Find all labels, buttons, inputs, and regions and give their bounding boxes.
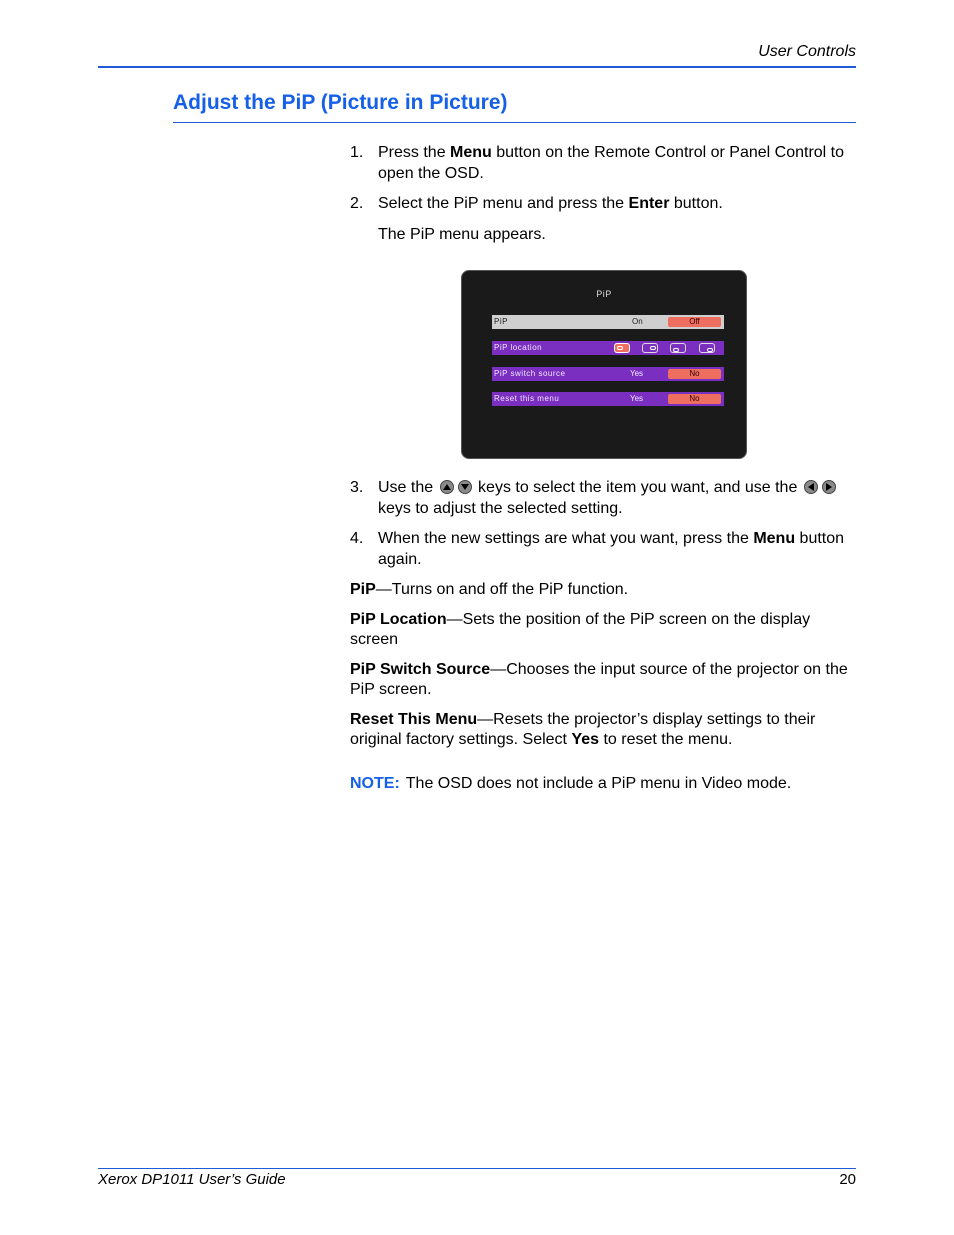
step-4: 4. When the new settings are what you want, press the Menu button again. bbox=[350, 530, 845, 568]
location-top-right-icon bbox=[642, 343, 658, 353]
location-bottom-right-icon bbox=[699, 343, 715, 353]
footer-guide-title: Xerox DP1011 User’s Guide bbox=[98, 1171, 286, 1188]
step-number: 2. bbox=[350, 195, 364, 212]
note-label: NOTE: bbox=[350, 774, 400, 792]
definition-reset-menu: Reset This Menu—Resets the projector’s display settings to their original factory settings. Select Yes to reset the menu. bbox=[350, 710, 816, 748]
page-number: 20 bbox=[839, 1171, 856, 1188]
right-arrow-key-icon bbox=[822, 480, 836, 494]
running-header: User Controls bbox=[758, 43, 856, 60]
up-arrow-key-icon bbox=[440, 480, 454, 494]
definition-pip-location: PiP Location—Sets the position of the PiP screen on the display screen bbox=[350, 610, 811, 648]
definition-pip-switch-source: PiP Switch Source—Chooses the input source of the projector on the PiP screen. bbox=[350, 660, 848, 698]
osd-row-pip: PiP On Off bbox=[492, 315, 724, 329]
note-text: The OSD does not include a PiP menu in Video mode. bbox=[405, 774, 792, 792]
footer-divider bbox=[98, 1168, 856, 1169]
step-2: 2. Select the PiP menu and press the Enter button. bbox=[350, 194, 856, 215]
step-number: 4. bbox=[350, 530, 364, 547]
step-1: 1. Press the Menu button on the Remote Control or Panel Control to open the OSD. bbox=[350, 144, 845, 182]
left-arrow-key-icon bbox=[804, 480, 818, 494]
step-number: 3. bbox=[350, 479, 364, 496]
osd-title: PiP bbox=[596, 289, 612, 299]
down-arrow-key-icon bbox=[458, 480, 472, 494]
pip-osd-screenshot bbox=[461, 270, 747, 459]
step-3: 3. Use the keys to select the item you want, and use the keys to adjust the selected setting. bbox=[350, 478, 856, 519]
step-number: 1. bbox=[350, 144, 364, 161]
definition-pip: PiP—Turns on and off the PiP function. bbox=[350, 581, 629, 598]
osd-row-reset-menu: Reset this menu Yes No bbox=[492, 392, 724, 406]
osd-selected-option: Off bbox=[668, 317, 721, 327]
osd-selected-option: No bbox=[668, 394, 721, 404]
osd-row-pip-location: PiP location bbox=[492, 341, 724, 355]
osd-row-pip-switch-source: PiP switch source Yes No bbox=[492, 367, 724, 381]
main-content bbox=[350, 143, 856, 803]
section-title: Adjust the PiP (Picture in Picture) bbox=[173, 91, 508, 114]
location-bottom-left-icon bbox=[670, 343, 686, 353]
step-2-result: The PiP menu appears. bbox=[378, 225, 546, 243]
osd-selected-option: No bbox=[668, 369, 721, 379]
location-top-left-icon bbox=[614, 343, 630, 353]
title-divider bbox=[173, 122, 856, 123]
note bbox=[350, 774, 856, 795]
header-divider bbox=[98, 66, 856, 68]
